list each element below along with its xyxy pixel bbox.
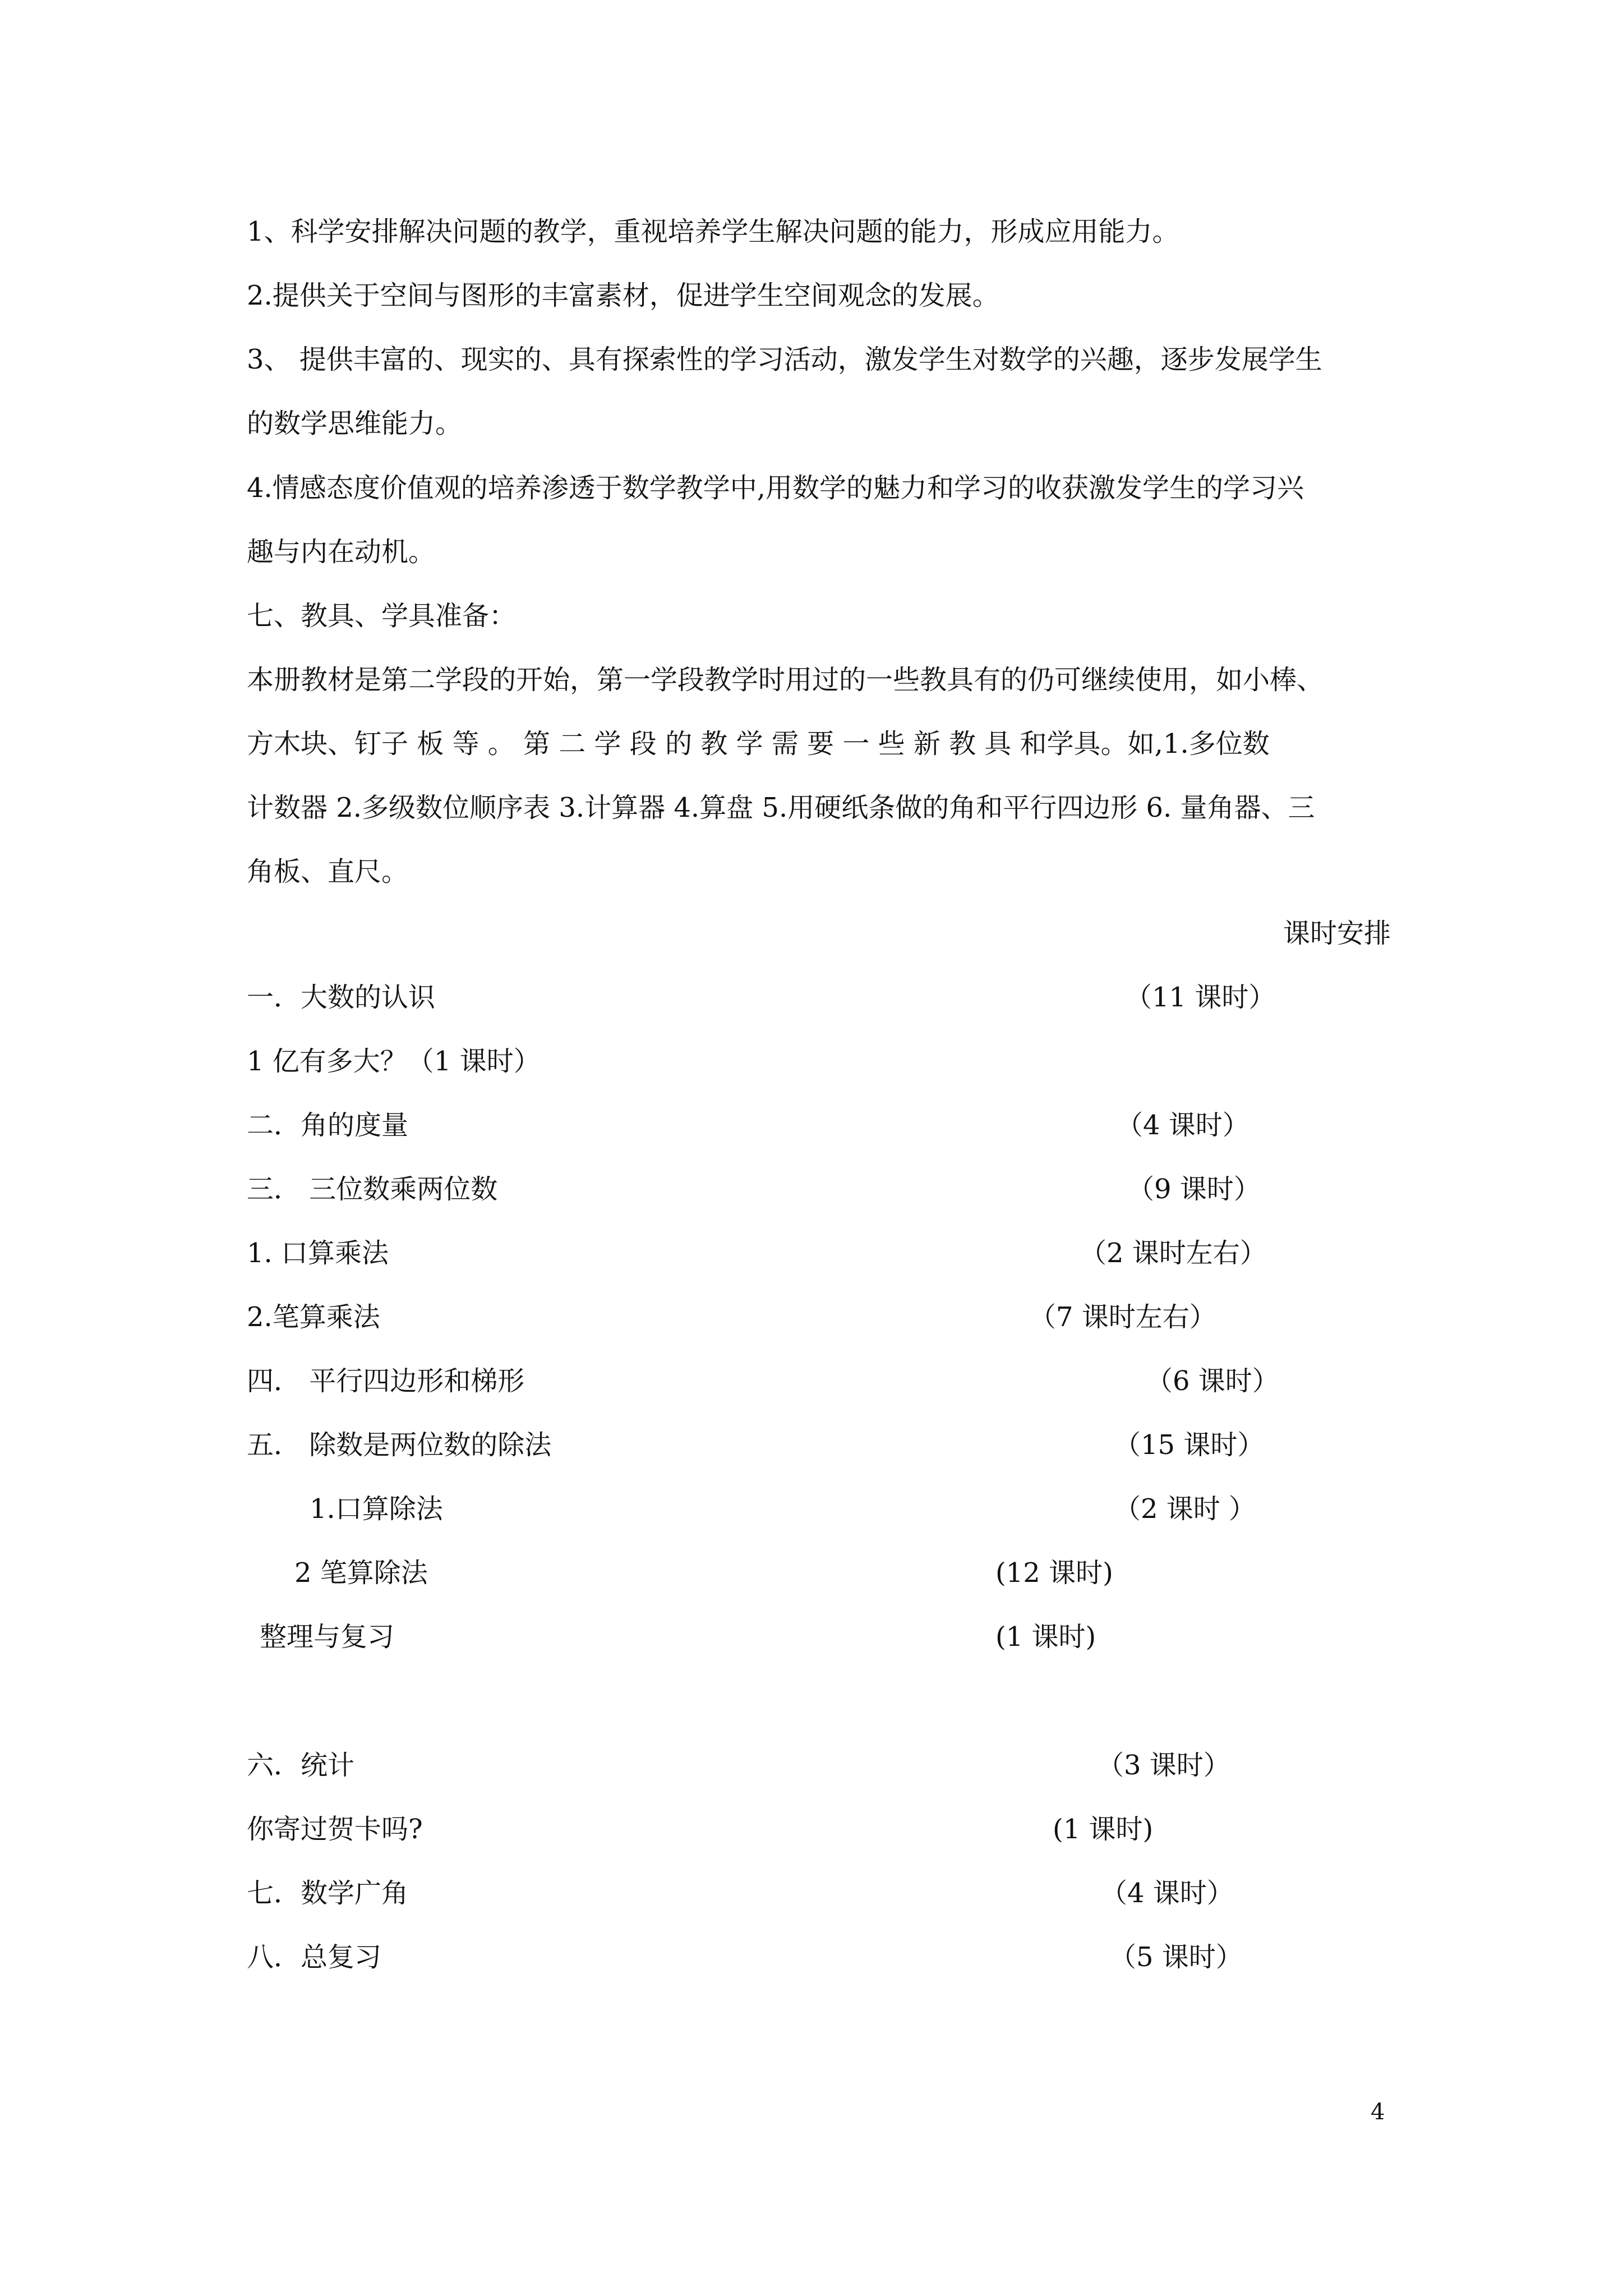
schedule-row-label: 五． 除数是两位数的除法: [247, 1429, 552, 1461]
goal-line-4-cont: 趣与内在动机。: [247, 536, 436, 568]
schedule-row-hours: （9 课时）: [1127, 1174, 1261, 1205]
section-7-line-3: 计数器 2.多级数位顺序表 3.计算器 4.算盘 5.用硬纸条做的角和平行四边形 6. 量角器、三: [247, 792, 1315, 823]
schedule-heading: 课时安排: [1283, 918, 1391, 949]
goal-line-2: 2.提供关于空间与图形的丰富素材，促进学生空间观念的发展。: [247, 280, 999, 311]
schedule-row-label: 整理与复习: [260, 1621, 395, 1653]
section-7-line-4: 角板、直尺。: [247, 856, 409, 887]
schedule-row-hours: (12 课时): [995, 1557, 1113, 1589]
schedule-row-label: 七．数学广角: [247, 1878, 409, 1909]
schedule-row-label: 四． 平行四边形和梯形: [247, 1365, 525, 1397]
schedule-row-hours: (1 课时): [995, 1621, 1096, 1653]
schedule-row-label: 2.笔算乘法: [247, 1301, 380, 1333]
schedule-row-hours: (1 课时): [1053, 1814, 1154, 1845]
schedule-row-label: 一．大数的认识: [247, 982, 436, 1013]
schedule-row-label: 八．总复习: [247, 1941, 382, 1973]
schedule-row-hours: （4 课时）: [1116, 1110, 1249, 1141]
schedule-row-hours: （3 课时）: [1097, 1750, 1230, 1781]
schedule-row-hours: （2 课时 ）: [1114, 1493, 1256, 1525]
schedule-row-hours: （2 课时左右）: [1080, 1237, 1267, 1269]
schedule-row-label: 1 亿有多大？（1 课时）: [247, 1046, 541, 1077]
schedule-row-hours: （5 课时）: [1109, 1941, 1243, 1973]
goal-line-3: 3、 提供丰富的、现实的、具有探索性的学习活动，激发学生对数学的兴趣，逐步发展学生: [247, 344, 1322, 375]
goal-line-1: 1、科学安排解决问题的教学，重视培养学生解决问题的能力，形成应用能力。: [247, 216, 1179, 247]
goal-line-3-cont: 的数学思维能力。: [247, 408, 463, 439]
schedule-row-hours: （6 课时）: [1146, 1365, 1279, 1397]
page-number: 4: [1371, 2099, 1385, 2125]
section-7-line-1: 本册教材是第二学段的开始，第一学段教学时用过的一些教具有的仍可继续使用，如小棒、: [247, 664, 1324, 696]
schedule-row-label: 你寄过贺卡吗?: [247, 1814, 423, 1845]
schedule-row-label: 1.口算除法: [310, 1493, 443, 1525]
schedule-row-label: 六．统计: [247, 1750, 355, 1781]
schedule-row-label: 三． 三位数乘两位数: [247, 1174, 498, 1205]
goal-line-4: 4.情感态度价值观的培养渗透于数学教学中,用数学的魅力和学习的收获激发学生的学习兴: [247, 472, 1304, 504]
section-7-heading: 七、教具、学具准备：: [247, 600, 517, 632]
schedule-row-hours: （7 课时左右）: [1029, 1301, 1216, 1333]
schedule-row-hours: （4 课时）: [1100, 1878, 1234, 1909]
section-7-line-2: 方木块、钉子 板 等 。 第 二 学 段 的 教 学 需 要 一 些 新 教 具 和学具。如,1.多位数: [247, 728, 1270, 760]
schedule-row-label: 2 笔算除法: [294, 1557, 428, 1589]
schedule-row-label: 二．角的度量: [247, 1110, 409, 1141]
schedule-row-hours: （11 课时）: [1125, 982, 1276, 1013]
schedule-row-hours: （15 课时）: [1114, 1429, 1265, 1461]
schedule-row-label: 1. 口算乘法: [247, 1237, 389, 1269]
